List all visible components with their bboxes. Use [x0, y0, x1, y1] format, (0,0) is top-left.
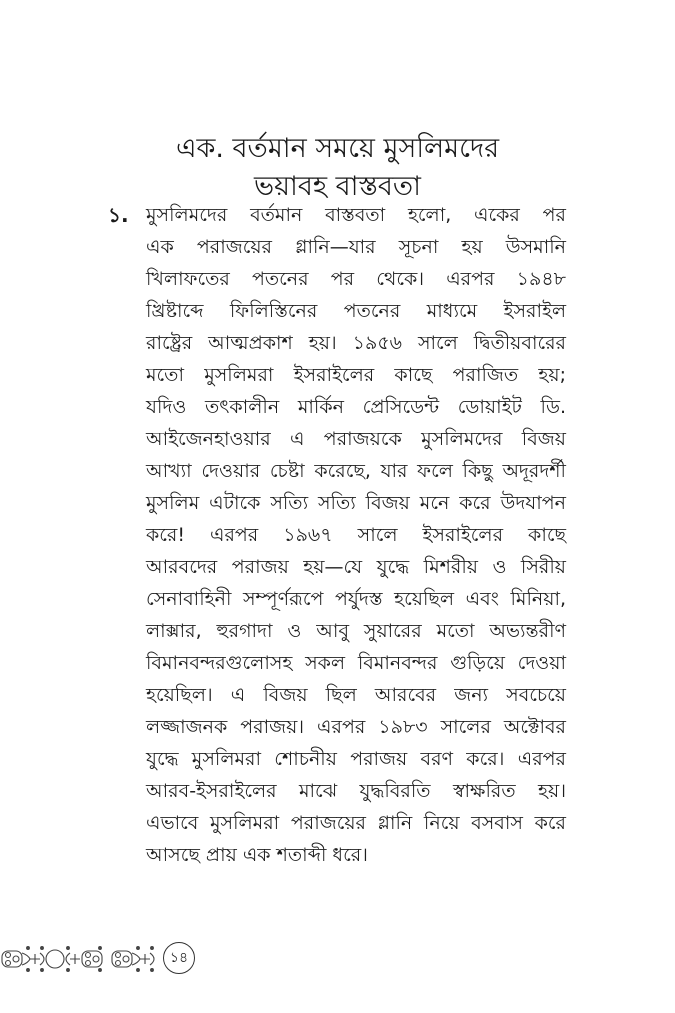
text-line: হয়েছিল। এ বিজয় ছিল আরবের জন্য সবচেয়ে	[146, 684, 566, 706]
decorative-border-ornament-icon	[0, 942, 160, 976]
page-footer	[0, 940, 675, 980]
title-line-2: ভয়াবহ বাস্তবতা	[253, 171, 422, 203]
text-line: এভাবে মুসলিমরা পরাজয়ের গ্লানি নিয়ে বসবাস করে	[146, 812, 566, 834]
text-line: যুদ্ধে মুসলিমরা শোচনীয় পরাজয় বরণ করে। এরপর	[146, 748, 566, 770]
page-number: ১৪	[163, 942, 195, 974]
text-line: বিমানবন্দরগুলোসহ সকল বিমানবন্দর গুড়িয়ে দেওয়া	[146, 652, 566, 674]
text-line: যদিও তৎকালীন মার্কিন প্রেসিডেন্ট ডোয়াইট ডি.	[146, 396, 566, 418]
paragraph-number: ১.	[108, 203, 129, 227]
text-line: মুসলিমদের বর্তমান বাস্তবতা হলো, একের পর	[146, 204, 566, 226]
text-line: করে! এরপর ১৯৬৭ সালে ইসরাইলের কাছে	[146, 524, 566, 546]
text-line: আসছে প্রায় এক শতাব্দী ধরে।	[146, 844, 368, 866]
text-line: লাক্সার, হুরগাদা ও আবু সুয়ারের মতো অভ্যন্তরীণ	[146, 620, 566, 642]
text-line: খিলাফতের পতনের পর থেকে। এরপর ১৯৪৮	[146, 268, 566, 290]
paragraph-text	[146, 199, 566, 871]
text-line: মতো মুসলিমরা ইসরাইলের কাছে পরাজিত হয়;	[146, 364, 566, 386]
text-line: এক পরাজয়ের গ্লানি—যার সূচনা হয় উসমানি	[146, 236, 566, 258]
page-title	[0, 130, 675, 206]
text-line: রাষ্ট্রের আত্মপ্রকাশ হয়। ১৯৫৬ সালে দ্বিতীয়বারের	[146, 332, 566, 354]
text-line: লজ্জাজনক পরাজয়। এরপর ১৯৮৩ সালের অক্টোবর	[146, 716, 566, 738]
text-line: খ্রিষ্টাব্দে ফিলিস্তিনের পতনের মাধ্যমে ইসরাইল	[146, 300, 566, 322]
text-line: আখ্যা দেওয়ার চেষ্টা করেছে, যার ফলে কিছু অদূরদর্শী	[146, 460, 566, 482]
text-line: আরব-ইসরাইলের মাঝে যুদ্ধবিরতি স্বাক্ষরিত হয়।	[146, 780, 566, 802]
text-line: আরবদের পরাজয় হয়—যে যুদ্ধে মিশরীয় ও সিরীয়	[146, 556, 566, 578]
text-line: আইজেনহাওয়ার এ পরাজয়কে মুসলিমদের বিজয়	[146, 428, 566, 450]
text-line: সেনাবাহিনী সম্পূর্ণরূপে পর্যুদস্ত হয়েছিল এবং মিনিয়া,	[146, 588, 566, 610]
title-line-1: এক. বর্তমান সময়ে মুসলিমদের	[175, 133, 500, 165]
text-line: মুসলিম এটাকে সত্যি সত্যি বিজয় মনে করে উদযাপন	[146, 492, 566, 514]
